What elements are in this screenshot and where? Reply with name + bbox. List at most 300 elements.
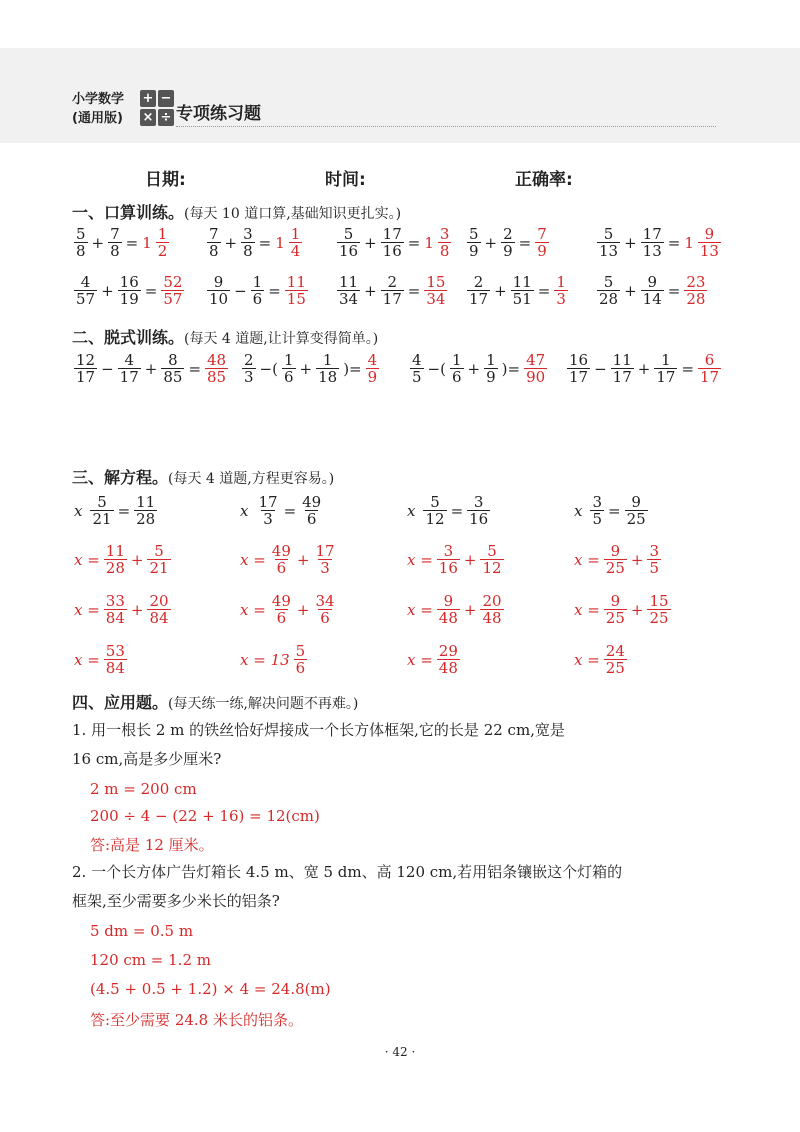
denominator: 9 — [486, 368, 496, 386]
numerator: 5 — [97, 493, 107, 511]
math-expression — [572, 543, 663, 576]
fraction — [597, 226, 620, 259]
answer-fraction — [698, 352, 721, 385]
numerator: 3 — [439, 225, 450, 243]
fraction — [337, 274, 360, 307]
denominator: 19 — [119, 290, 139, 308]
denominator: 3 — [244, 368, 254, 386]
numerator: 17 — [642, 225, 662, 243]
numerator: 7 — [209, 225, 219, 243]
operator: = — [125, 233, 139, 252]
denominator: 16 — [469, 510, 489, 528]
operator: + — [624, 233, 637, 252]
denominator: 9 — [537, 242, 547, 260]
numerator: 3 — [243, 225, 253, 243]
fraction — [241, 226, 255, 259]
math-expression — [72, 226, 171, 259]
math-expression — [405, 593, 506, 626]
numerator: 33 — [105, 592, 125, 610]
numerator: 9 — [647, 273, 657, 291]
denominator: 6 — [252, 290, 263, 308]
denominator: 57 — [76, 290, 96, 308]
math-expression — [595, 226, 723, 259]
answer-fraction — [524, 352, 547, 385]
section-stepwise — [72, 325, 378, 348]
answer-text: + — [296, 550, 310, 569]
denominator: 17 — [700, 368, 720, 386]
numerator: 11 — [339, 273, 359, 291]
answer-text: x = — [574, 550, 600, 569]
fraction — [590, 494, 604, 527]
fraction — [207, 226, 221, 259]
fraction — [511, 274, 534, 307]
denominator: 17 — [76, 368, 96, 386]
fraction — [381, 274, 404, 307]
answer-text: x = — [240, 600, 266, 619]
denominator: 84 — [149, 609, 169, 627]
denominator: 9 — [503, 242, 513, 260]
denominator: 8 — [209, 242, 219, 260]
math-expression — [238, 643, 309, 676]
denominator: 48 — [482, 609, 502, 627]
section-title: 一、口算训练。 — [72, 203, 185, 222]
header-divider — [176, 126, 716, 127]
answer-fraction — [147, 543, 170, 576]
fraction — [316, 352, 339, 385]
fraction — [611, 352, 634, 385]
denominator: 12 — [482, 559, 502, 577]
section-note: (每天练一练,解决问题不再难。) — [168, 696, 359, 712]
denominator: 48 — [438, 609, 458, 627]
operator: + — [144, 359, 158, 378]
problem-text: 2. 一个长方体广告灯箱长 4.5 m、宽 5 dm、高 120 cm,若用铝条镶嵌这个灯箱的 — [72, 863, 623, 881]
operator: + — [467, 359, 481, 378]
operator: = — [667, 281, 681, 300]
math-expression — [408, 352, 549, 385]
fraction — [410, 352, 424, 385]
operator: )= — [343, 359, 362, 378]
operator: + — [494, 281, 507, 300]
answer-text: 1 — [275, 233, 285, 252]
operator: x — [407, 501, 416, 520]
fraction — [282, 352, 296, 385]
operator: + — [624, 281, 637, 300]
numerator: 1 — [157, 225, 168, 243]
denominator: 28 — [105, 559, 125, 577]
denominator: 9 — [469, 242, 479, 260]
denominator: 34 — [426, 290, 446, 308]
denominator: 21 — [92, 510, 112, 528]
answer-fraction — [604, 593, 627, 626]
answer-text: x = — [574, 650, 600, 669]
answer-text: + — [296, 600, 310, 619]
problem-1 — [72, 720, 565, 769]
denominator: 8 — [110, 242, 120, 260]
math-expression — [205, 274, 310, 307]
fraction — [251, 274, 265, 307]
denominator: 28 — [599, 290, 619, 308]
numerator: 2 — [503, 225, 513, 243]
math-expression — [405, 543, 506, 576]
numerator: 2 — [387, 273, 397, 291]
operator: + — [91, 233, 105, 252]
operator: = — [144, 281, 158, 300]
denominator: 6 — [283, 368, 294, 386]
answer-fraction — [535, 226, 549, 259]
denominator: 34 — [339, 290, 359, 308]
denominator: 6 — [320, 609, 330, 627]
denominator: 17 — [656, 368, 676, 386]
math-expression — [572, 593, 673, 626]
answer-text: x = 13 — [240, 650, 290, 669]
operator: −( — [259, 359, 278, 378]
denominator: 2 — [157, 242, 168, 260]
math-expression — [205, 226, 304, 259]
answer-fraction — [424, 274, 447, 307]
operator: − — [234, 281, 247, 300]
math-expression — [572, 494, 650, 527]
problem-text: 1. 用一根长 2 m 的铁丝恰好焊接成一个长方体框架,它的长是 22 cm,宽是 — [72, 721, 565, 739]
denominator: 17 — [119, 368, 139, 386]
numerator: 17 — [382, 225, 402, 243]
numerator: 1 — [486, 351, 496, 369]
fraction — [654, 352, 677, 385]
fraction — [381, 226, 404, 259]
numerator: 12 — [76, 351, 96, 369]
denominator: 13 — [699, 242, 719, 260]
denominator: 18 — [318, 368, 338, 386]
answer-fraction — [205, 352, 228, 385]
answer-text: x = — [407, 550, 433, 569]
numerator: 1 — [451, 351, 462, 369]
denominator: 13 — [642, 242, 662, 260]
operator: = — [407, 281, 421, 300]
numerator: 16 — [569, 351, 589, 369]
denominator: 6 — [306, 510, 317, 528]
numerator: 49 — [271, 592, 291, 610]
denominator: 3 — [556, 290, 566, 308]
numerator: 5 — [154, 542, 164, 560]
date-label: 日期: — [145, 170, 186, 190]
fraction — [207, 274, 230, 307]
math-expression — [335, 274, 449, 307]
numerator: 7 — [110, 225, 120, 243]
denominator: 17 — [382, 290, 402, 308]
book-edition: (通用版) — [72, 111, 123, 126]
answer-fraction — [554, 274, 568, 307]
answer-text: x = — [74, 600, 100, 619]
answer-line: 120 cm = 1.2 m — [90, 951, 211, 969]
answer-fraction — [313, 593, 336, 626]
operator: = — [268, 281, 281, 300]
fraction — [118, 352, 141, 385]
fraction — [337, 226, 360, 259]
numerator: 4 — [124, 351, 134, 369]
answer-text: x = — [407, 650, 433, 669]
numerator: 52 — [163, 273, 183, 291]
numerator: 47 — [526, 351, 546, 369]
math-expression — [72, 494, 159, 527]
denominator: 17 — [569, 368, 589, 386]
denominator: 17 — [469, 290, 489, 308]
numerator: 5 — [603, 225, 614, 243]
fraction — [467, 274, 490, 307]
numerator: 4 — [412, 351, 422, 369]
numerator: 11 — [286, 273, 306, 291]
section-title: 三、解方程。 — [72, 468, 169, 487]
operator: = — [407, 233, 421, 252]
numerator: 5 — [343, 225, 354, 243]
denominator: 12 — [425, 510, 445, 528]
answer-fraction — [698, 226, 721, 259]
denominator: 9 — [367, 368, 378, 386]
numerator: 2 — [244, 351, 254, 369]
times-icon: × — [140, 109, 156, 126]
math-expression — [72, 543, 173, 576]
numerator: 11 — [105, 542, 125, 560]
numerator: 23 — [686, 273, 706, 291]
numerator: 1 — [322, 351, 333, 369]
denominator: 16 — [438, 559, 458, 577]
numerator: 3 — [473, 493, 484, 511]
numerator: 1 — [252, 273, 263, 291]
fraction — [423, 494, 446, 527]
math-expression — [72, 643, 129, 676]
numerator: 20 — [149, 592, 169, 610]
fraction — [74, 274, 97, 307]
denominator: 85 — [163, 368, 183, 386]
denominator: 8 — [439, 242, 450, 260]
answer-fraction — [270, 543, 293, 576]
operator: = — [188, 359, 202, 378]
time-label: 时间: — [325, 170, 366, 190]
fraction — [450, 352, 464, 385]
math-expression — [238, 494, 325, 527]
answer-fraction — [604, 643, 627, 676]
denominator: 84 — [105, 609, 125, 627]
fraction — [90, 494, 113, 527]
fraction — [625, 494, 648, 527]
numerator: 17 — [315, 542, 335, 560]
math-expression — [72, 274, 186, 307]
numerator: 2 — [473, 273, 484, 291]
denominator: 57 — [163, 290, 183, 308]
section-note: (每天 4 道题,让计算变得简单。) — [184, 331, 379, 347]
denominator: 28 — [136, 510, 156, 528]
denominator: 28 — [686, 290, 706, 308]
numerator: 1 — [290, 225, 301, 243]
section-word-problems — [72, 690, 358, 713]
denominator: 5 — [649, 559, 660, 577]
answer-fraction — [437, 643, 460, 676]
denominator: 5 — [412, 368, 422, 386]
problem-text: 框架,至少需要多少米长的铝条? — [72, 892, 280, 910]
numerator: 3 — [443, 542, 454, 560]
operator: + — [364, 233, 377, 252]
numerator: 15 — [649, 592, 669, 610]
math-expression — [405, 494, 492, 527]
answer-text: + — [130, 600, 144, 619]
denominator: 8 — [243, 242, 253, 260]
fraction — [108, 226, 122, 259]
operator: = — [667, 233, 681, 252]
plus-icon: + — [140, 90, 156, 107]
denominator: 15 — [286, 290, 306, 308]
denominator: 25 — [626, 510, 646, 528]
numerator: 20 — [482, 592, 502, 610]
numerator: 9 — [610, 592, 621, 610]
answer-line: 答:高是 12 厘米。 — [90, 836, 214, 854]
answer-fraction — [156, 226, 170, 259]
denominator: 14 — [642, 290, 662, 308]
answer-text: x = — [574, 600, 600, 619]
answer-text: + — [463, 600, 477, 619]
operator: = — [450, 501, 464, 520]
fraction — [74, 352, 97, 385]
answer-text: x = — [407, 600, 433, 619]
math-expression — [465, 274, 570, 307]
numerator: 4 — [367, 351, 378, 369]
numerator: 9 — [631, 493, 641, 511]
operator: + — [224, 233, 238, 252]
denominator: 6 — [276, 609, 287, 627]
answer-fraction — [104, 543, 127, 576]
answer-fraction — [289, 226, 303, 259]
problem-2 — [72, 862, 622, 911]
answer-fraction — [647, 593, 670, 626]
denominator: 5 — [592, 510, 603, 528]
operator: = — [518, 233, 532, 252]
answer-text: 1 — [684, 233, 694, 252]
numerator: 3 — [649, 542, 660, 560]
answer-fraction — [104, 643, 127, 676]
denominator: 16 — [382, 242, 402, 260]
numerator: 1 — [661, 351, 671, 369]
answer-text: x = — [74, 650, 100, 669]
math-expression — [72, 593, 173, 626]
answer-line: 答:至少需要 24.8 米长的铝条。 — [90, 1011, 303, 1029]
numerator: 6 — [704, 351, 715, 369]
section-title: 四、应用题。 — [72, 693, 169, 712]
numerator: 49 — [302, 493, 322, 511]
numerator: 16 — [119, 273, 139, 291]
answer-fraction — [313, 543, 336, 576]
divide-icon: ÷ — [158, 109, 174, 126]
numerator: 1 — [556, 273, 566, 291]
numerator: 1 — [283, 351, 294, 369]
fraction — [74, 226, 88, 259]
operator: = — [608, 501, 621, 520]
numerator: 5 — [603, 273, 614, 291]
operator: = — [258, 233, 272, 252]
operator: + — [101, 281, 114, 300]
math-expression — [238, 593, 339, 626]
operator: + — [637, 359, 651, 378]
operator: + — [484, 233, 498, 252]
denominator: 25 — [605, 659, 625, 677]
numerator: 5 — [430, 493, 440, 511]
operator: x — [240, 501, 249, 520]
denominator: 25 — [605, 559, 625, 577]
math-expression — [405, 643, 462, 676]
answer-text: 1 — [424, 233, 434, 252]
answer-fraction — [104, 593, 127, 626]
numerator: 5 — [487, 542, 497, 560]
answer-fraction — [647, 543, 661, 576]
numerator: 53 — [105, 642, 125, 660]
numerator: 24 — [605, 642, 625, 660]
numerator: 5 — [76, 225, 86, 243]
math-expression — [238, 543, 339, 576]
answer-fraction — [147, 593, 170, 626]
denominator: 10 — [209, 290, 229, 308]
answer-text: + — [630, 550, 644, 569]
denominator: 17 — [612, 368, 632, 386]
denominator: 6 — [451, 368, 462, 386]
fraction — [501, 226, 515, 259]
numerator: 48 — [207, 351, 227, 369]
denominator: 25 — [649, 609, 669, 627]
answer-line: 200 ÷ 4 − (22 + 16) = 12(cm) — [90, 807, 320, 825]
answer-text: x = — [74, 550, 100, 569]
page-title: 专项练习题 — [176, 104, 261, 124]
answer-text: x = — [240, 550, 266, 569]
operator: = — [537, 281, 551, 300]
answer-fraction — [437, 593, 460, 626]
operator: − — [594, 359, 607, 378]
math-expression — [565, 352, 723, 385]
numerator: 11 — [612, 351, 632, 369]
section-title: 二、脱式训练。 — [72, 328, 185, 347]
numerator: 5 — [469, 225, 479, 243]
answer-fraction — [161, 274, 184, 307]
numerator: 9 — [443, 592, 454, 610]
accuracy-label: 正确率: — [515, 170, 573, 190]
math-expression — [595, 274, 709, 307]
fraction — [242, 352, 256, 385]
answer-fraction — [480, 593, 503, 626]
fraction — [300, 494, 323, 527]
denominator: 51 — [512, 290, 532, 308]
denominator: 3 — [263, 510, 273, 528]
book-label — [72, 90, 124, 128]
denominator: 16 — [339, 242, 359, 260]
answer-fraction — [366, 352, 380, 385]
answer-text: 1 — [142, 233, 152, 252]
numerator: 4 — [80, 273, 91, 291]
numerator: 34 — [315, 592, 335, 610]
answer-text: + — [630, 600, 644, 619]
denominator: 4 — [290, 242, 301, 260]
operator: −( — [427, 359, 446, 378]
denominator: 48 — [438, 659, 458, 677]
math-expression — [572, 643, 629, 676]
operator: x — [574, 501, 583, 520]
fraction — [134, 494, 157, 527]
math-expression — [335, 226, 453, 259]
fraction — [467, 226, 481, 259]
numerator: 11 — [136, 493, 156, 511]
operator: = — [117, 501, 131, 520]
fraction — [641, 274, 664, 307]
denominator: 6 — [276, 559, 287, 577]
fraction — [597, 274, 620, 307]
section-equations — [72, 465, 334, 488]
denominator: 25 — [605, 609, 625, 627]
math-expression — [465, 226, 551, 259]
operator: + — [299, 359, 313, 378]
answer-fraction — [438, 226, 452, 259]
